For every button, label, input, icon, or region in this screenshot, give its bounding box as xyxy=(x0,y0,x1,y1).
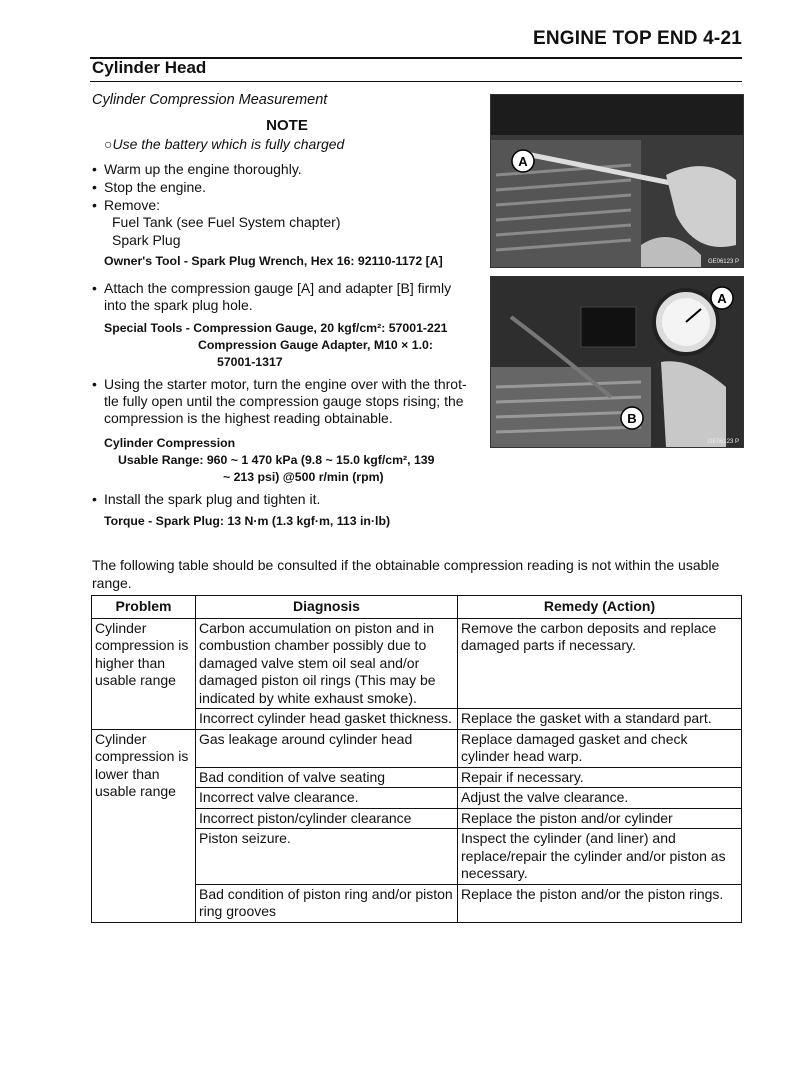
remedy-cell: Adjust the valve clearance. xyxy=(458,788,742,809)
step-install: • Install the spark plug and tighten it. xyxy=(92,491,321,507)
remedy-cell: Replace the piston and/or the piston rings. xyxy=(458,884,742,922)
step-attach-cont: into the spark plug hole. xyxy=(104,297,253,313)
step-attach: • Attach the compression gauge [A] and adapter [B] firmly xyxy=(92,280,452,296)
subsection-title: Cylinder Compression Measurement xyxy=(92,92,328,108)
section-rule xyxy=(90,81,742,82)
problem-cell: Cylinder compression is higher than usable range xyxy=(92,618,196,729)
diagnosis-cell: Incorrect cylinder head gasket thickness. xyxy=(196,709,458,730)
torque-spec: Torque - Spark Plug: 13 N·m (1.3 kgf·m, 113 in·lb) xyxy=(104,514,391,528)
spec-range: Usable Range: 960 ~ 1 470 kPa (9.8 ~ 15.0 kgf/cm², 139 xyxy=(118,453,435,467)
column-header-diagnosis: Diagnosis xyxy=(196,596,458,619)
diagnosis-cell: Carbon accumulation on piston and in combustion chamber possibly due to damaged valve stem oil seal and/or damaged piston oil rings (This may be indicated by white exhaust smoke). xyxy=(196,618,458,709)
step-warm: • Warm up the engine thoroughly. xyxy=(92,161,302,177)
step-starter-cont: tle fully open until the compression gauge stops rising; the xyxy=(104,393,464,409)
remedy-cell: Remove the carbon deposits and replace damaged parts if necessary. xyxy=(458,618,742,709)
section-title: Cylinder Head xyxy=(92,58,207,77)
spec-range-cont: ~ 213 psi) @500 r/min (rpm) xyxy=(223,470,384,484)
diagnosis-table xyxy=(91,595,742,923)
photo2-label-b: B xyxy=(627,411,637,426)
owners-tool: Owner's Tool - Spark Plug Wrench, Hex 16: 92110-1172 [A] xyxy=(104,254,443,268)
special-tools-number: 57001-1317 xyxy=(217,355,283,369)
step-starter-cont: compression is the highest reading obtainable. xyxy=(104,410,393,426)
diagnosis-cell: Bad condition of piston ring and/or piston ring grooves xyxy=(196,884,458,922)
page-header: ENGINE TOP END 4-21 xyxy=(533,28,742,49)
table-row xyxy=(92,618,742,709)
note-label: NOTE xyxy=(266,117,308,134)
remedy-cell: Inspect the cylinder (and liner) and replace/repair the cylinder and/or piston as necessary. xyxy=(458,829,742,885)
remedy-cell: Replace the piston and/or cylinder xyxy=(458,808,742,829)
remove-item: Spark Plug xyxy=(112,232,181,248)
column-header-remedy: Remedy (Action) xyxy=(458,596,742,619)
note-text: ○Use the battery which is fully charged xyxy=(104,136,345,152)
diagnosis-cell: Piston seizure. xyxy=(196,829,458,885)
diagnosis-cell: Bad condition of valve seating xyxy=(196,767,458,788)
remedy-cell: Replace the gasket with a standard part. xyxy=(458,709,742,730)
diagnosis-cell: Incorrect piston/cylinder clearance xyxy=(196,808,458,829)
table-header-row xyxy=(92,596,742,619)
photo-spark-plug-wrench xyxy=(490,94,744,268)
photo1-label-a: A xyxy=(518,154,528,169)
photo2-label-a: A xyxy=(717,291,727,306)
diagnosis-cell: Gas leakage around cylinder head xyxy=(196,729,458,767)
step-starter: • Using the starter motor, turn the engine over with the throt- xyxy=(92,376,467,392)
special-tools: Special Tools - Compression Gauge, 20 kgf/cm²: 57001-221 xyxy=(104,321,448,335)
remedy-cell: Repair if necessary. xyxy=(458,767,742,788)
remove-item: Fuel Tank (see Fuel System chapter) xyxy=(112,214,341,230)
special-tools-adapter: Compression Gauge Adapter, M10 × 1.0: xyxy=(198,338,433,352)
problem-cell: Cylinder compression is lower than usable range xyxy=(92,729,196,922)
photo1-code: GE06123 P xyxy=(707,259,739,265)
photo-compression-gauge xyxy=(490,276,744,448)
table-row xyxy=(92,729,742,767)
diagnosis-cell: Incorrect valve clearance. xyxy=(196,788,458,809)
remedy-cell: Replace damaged gasket and check cylinder head warp. xyxy=(458,729,742,767)
step-stop: • Stop the engine. xyxy=(92,179,206,195)
step-remove: • Remove: xyxy=(92,197,161,213)
table-intro: The following table should be consulted if the obtainable compression reading is not within the usable range. xyxy=(92,557,720,591)
photo2-code: GE06123 P xyxy=(707,439,739,445)
column-header-problem: Problem xyxy=(92,596,196,619)
spec-title: Cylinder Compression xyxy=(104,436,236,450)
